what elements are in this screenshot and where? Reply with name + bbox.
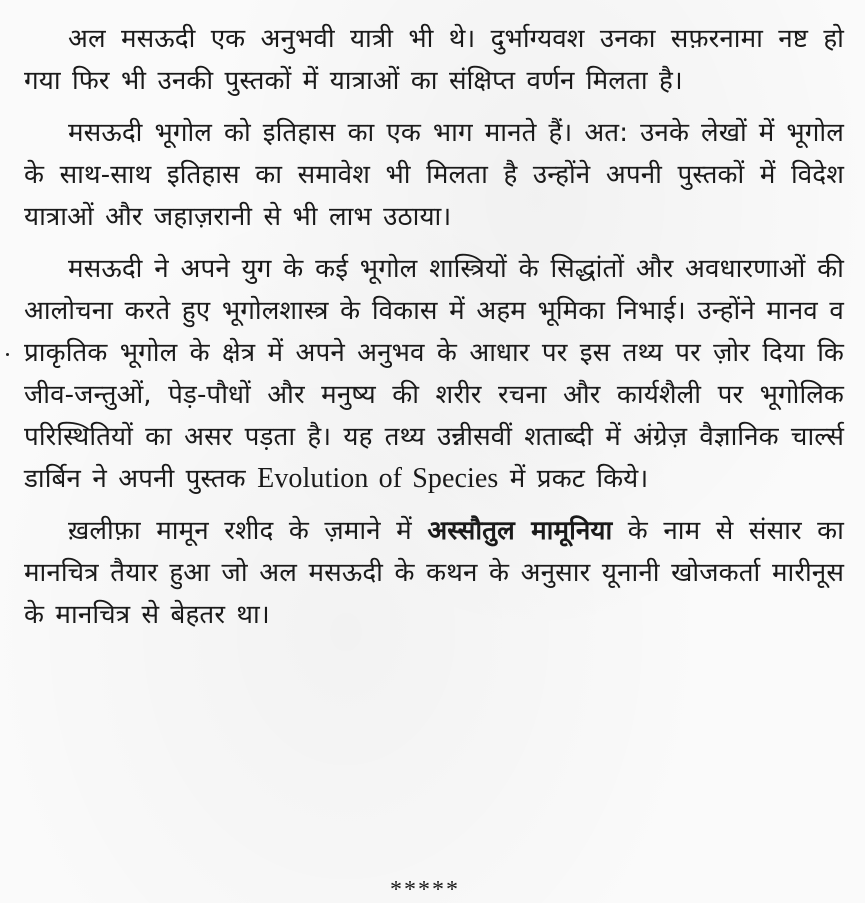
paragraph-3-text: मसऊदी ने अपने युग के कई भूगोल शास्त्रियों के सिद्धांतों और अवधारणाओं की आलोचना करते हुए भूगोलशास्त्र के विकास में अहम भूमिका निभाई। उन्होंने मानव व प्राकृतिक भूगोल के क्षेत्र में अपने अनुभव के आधार पर इस तथ्य पर ज़ोर दिया कि जीव-जन्तुओं, पेड़-पौधों और मनुष्य की शरीर रचना और कार्यशैली पर भूगोलिक परिस्थितियों का असर पड़ता है। यह तथ्य उन्नीसवीं शताब्दी में अंग्रेज़ वैज्ञानिक चार्ल्स डार्बिन ने अपनी पुस्तक xyxy=(24,254,844,494)
book-title: Evolution of Species xyxy=(257,463,499,494)
map-name: अस्सौतुल मामूनिया xyxy=(427,516,613,546)
paragraph-4-text: ख़लीफ़ा मामून रशीद के ज़माने में xyxy=(68,516,412,546)
paragraph-2: मसऊदी भूगोल को इतिहास का एक भाग मानते हैं। अत: उनके लेखों में भूगोल के साथ-साथ इतिहास का समावेश भी मिलता है उन्होंने अपनी पुस्तकों में विदेश यात्राओं और जहाज़रानी से भी लाभ उठाया। xyxy=(24,118,844,232)
section-separator: ***** xyxy=(390,877,460,903)
body-text xyxy=(24,18,844,646)
paragraph-1: अल मसऊदी एक अनुभवी यात्री भी थे। दुर्भाग्यवश उनका सफ़रनामा नष्ट हो गया फिर भी उनकी पुस्तकों में यात्राओं का संक्षिप्त वर्णन मिलता है। xyxy=(24,24,844,96)
margin-dot xyxy=(6,353,9,356)
paragraph-4-end: के नाम से संसार का मानचित्र तैयार हुआ जो अल मसऊदी के कथन के अनुसार यूनानी खोजकर्ता मारीनूस के मानचित्र से बेहतर था। xyxy=(24,516,844,630)
paragraph-4 xyxy=(24,510,844,636)
paragraph-3 xyxy=(24,248,844,500)
paragraph-3-end: में प्रकट किये। xyxy=(509,464,649,494)
